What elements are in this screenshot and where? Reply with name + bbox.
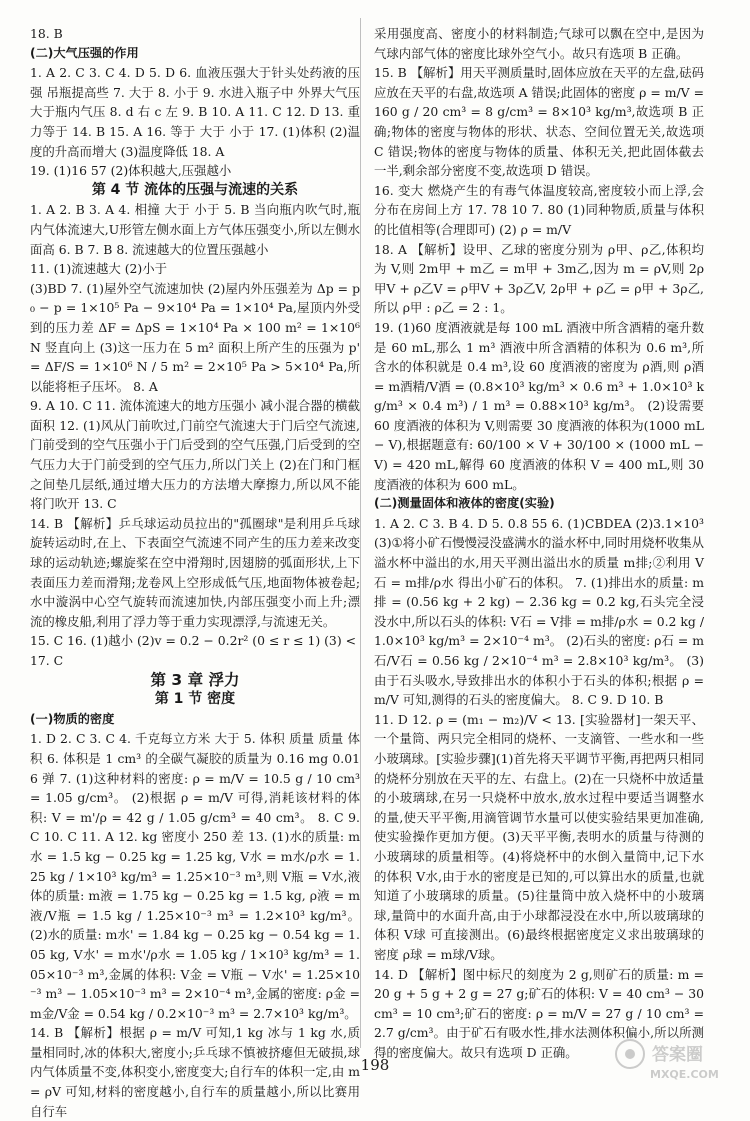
answer-paragraph: 11. (1)流速越大 (2)小于 (30, 261, 168, 277)
watermark-url: MXQE.COM (650, 1068, 719, 1081)
answer-paragraph: 15. B 【解析】用天平测质量时,固体应放在天平的左盘,砝码应放在天平的右盘,故选项 A 错误;此固体的密度 ρ = m/V = 160 g / 20 cm³ = 8 g/cm³ = 8×10³ kg/m³,故选项 B 正确;物体的密度与物体的形状、状态、空间位置无关,故选项 C 错误;物体的密度与物体的质量、体积无关,把此固体截去一半,剩余部分密度不变,故选项 D 错误。 (374, 65, 704, 179)
answer-paragraph: 9. A 10. C 11. 流体流速大的地方压强小 减小混合器的横截面积 12. (1)风从门前吹过,门前空气流速大于门后空气流速,门前受到的空气压强小于门后受到的空气压强,门后受到的空气压力大于门前受到的空气压力,所以门关上 (2)在门和门框之间垫几层纸,通过增大压力的方法增大摩擦力,所以风不能将门吹开 13. C (30, 398, 360, 512)
section-title: 第 4 节 流体的压强与流速的关系 (91, 181, 299, 198)
answer-paragraph: 16. 变大 燃烧产生的有毒气体温度较高,密度较小而上浮,会分布在房间上方 17. 78 10 7. 80 (1)同种物质,质量与体积的比值相等(合理即可) (2) ρ = m/V (374, 182, 704, 237)
answer-paragraph: 11. D 12. ρ = (m₁ − m₂)/V < 13. [实验器材]一架天平、一个量筒、两只完全相同的烧杯、一支滴管、一些水和一些小玻璃球。[实验步骤](1)首先将天平调节平衡,再把两只相同的烧杯分别放在天平的左、右盘上。(2)在一只烧杯中放适量的小玻璃球,在另一只烧杯中放水,放水过程中要适当调整水的量,使天平平衡,用滴管调节水量可以使实验结果更加准确,使实验操作更加方便。(3)天平平衡,表明水的质量与待测的小玻璃球的质量相等。(4)将烧杯中的水倒入量筒中,记下水的体积 V水,由于水的密度是已知的,可以算出水的质量,也就知道了小玻璃球的质量。(5)往量筒中放入烧杯中的小玻璃球,量筒中的水面升高,由于小球都浸没在水中,所以玻璃球的体积 V球 可直接测出。(6)最终根据密度定义求出玻璃球的密度 ρ球 = m球/V球。 (374, 711, 704, 962)
answer-paragraph: 15. C 16. (1)越小 (2)v = 0.2 − 0.2r² (0 ≤ r ≤ 1) (3) < (30, 633, 356, 649)
answer-line: 19. (1)16 57 (2)体积越大,压强越小 (30, 163, 232, 179)
watermark-logo-icon (612, 1036, 738, 1082)
section-title: 第 1 节 密度 (154, 691, 236, 708)
answer-paragraph: 18. A 【解析】设甲、乙球的密度分别为 ρ甲、ρ乙,体积均为 V,则 2m甲 + m乙 = m甲 + 3m乙,因为 m = ρV,则 2ρ甲V + ρ乙V = ρ甲V + 3ρ乙V, 2ρ甲 + ρ乙 = ρ甲 + 3ρ乙,所以 ρ甲 : ρ乙 = 2 : 1。 (374, 241, 704, 316)
right-column (374, 24, 704, 1062)
chapter-title: 第 3 章 浮力 (150, 670, 240, 689)
section-heading: (二)大气压强的作用 (30, 45, 139, 60)
answer-paragraph: (3)BD 7. (1)屋外空气流速加快 (2)屋内外压强差为 Δp = p₀ − p = 1×10⁵ Pa − 9×10⁴ Pa = 1×10⁴ Pa,屋顶内外受到的压力差 ΔF = ΔpS = 1×10⁴ Pa × 100 m² = 1×10⁶ N 竖直向上 (3)这一压力在 5 m² 面积上所产生的压强为 p' = ΔF/S = 1×10⁶ N / 5 m² = 2×10⁵ Pa > 5×10⁴ Pa,所以能将柜子压坏。 8. A (30, 280, 360, 394)
answer-paragraph: 14. B 【解析】乒乓球运动员拉出的"孤圈球"是利用乒乓球旋转运动时,在上、下表面空气流速不同产生的压力差来改变球的运动轨迹;螺旋桨在空中滑翔时,因翅膀的弧面形状,上下表面压力差而滑翔;龙卷风上空形成低气压,地面物体被卷起;水中漩涡中心空气旋转而流速加快,内部压强变小而上升;漂流的橡皮船,利用了浮力等于重力实现漂浮,与流速无关。 (30, 515, 360, 629)
answer-paragraph: 14. D 【解析】图中标尺的刻度为 2 g,则矿石的质量: m = 20 g + 5 g + 2 g = 27 g;矿石的体积: V = 40 cm³ − 30 cm³ = 10 cm³;矿石的密度: ρ = m/V = 27 g / 10 cm³ = 2.7 g/cm³。由于矿石有吸水性,排水法测体积偏小,所以所测得的密度偏大。故只有选项 D 正确。 (374, 966, 704, 1060)
subsection-heading: (二)测量固体和液体的密度(实验) (374, 496, 555, 511)
answer-paragraph: 1. D 2. C 3. C 4. 千克每立方米 大于 5. 体积 质量 质量 体积 6. 体积是 1 cm³ 的全碳气凝胶的质量为 0.16 mg 0.016 弹 7. (1)这种材料的密度: ρ = m/V = 10.5 g / 10 cm³ = 1.05 g/cm³。 (2)根据 ρ = m/V 可得,消耗该材料的体积: V = m'/ρ = 42 g / 1.05 g/cm³ = 40 cm³。 8. C 9. C 10. C 11. A 12. kg 密度小 250 差 13. (1)水的质量: m水 = 1.5 kg − 0.25 kg = 1.25 kg, V水 = m水/ρ水 = 1.25 kg / 1×10³ kg/m³ = 1.25×10⁻³ m³,则 V瓶 = V水,液体的质量: m液 = 1.75 kg − 0.25 kg = 1.5 kg, ρ液 = m液/V瓶 = 1.5 kg / 1.25×10⁻³ m³ = 1.2×10³ kg/m³。 (2)水的质量: m水' = 1.84 kg − 0.25 kg − 0.54 kg = 1.05 kg, V水' = m水'/ρ水 = 1.05 kg / 1×10³ kg/m³ = 1.05×10⁻³ m³,金属的体积: V金 = V瓶 − V水' = 1.25×10⁻³ m³ − 1.05×10⁻³ m³ = 2×10⁻⁴ m³,金属的密度: ρ金 = m金/V金 = 0.54 kg / 0.2×10⁻³ m³ = 2.7×10³ kg/m³。 (30, 731, 360, 1021)
answer-line: 18. B (30, 26, 63, 41)
column-divider (360, 18, 361, 1048)
answer-paragraph: 1. A 2. B 3. A 4. 相撞 大于 小于 5. B 当向瓶内吹气时,瓶内气体流速大,U形管左侧水面上方气体压强变小,所以左侧水面高 6. B 7. B 8. 流速越大的位置压强越小 (30, 202, 360, 257)
watermark-logo (612, 1036, 738, 1082)
answer-paragraph: 14. B 【解析】根据 ρ = m/V 可知,1 kg 冰与 1 kg 水,质量相同时,冰的体积大,密度小;乒乓球不慎被挤瘪但无破损,球内气体质量不变,体积变小,密度变大;自行车的体积一定,由 m = ρV 可知,材料的密度越小,自行车的质量越小,所以比赛用自行车 (30, 1025, 360, 1119)
watermark-text: 答案圈 (652, 1045, 703, 1065)
answer-paragraph: 17. C (30, 653, 64, 668)
page-number: 198 (360, 1056, 390, 1074)
answer-paragraph: 1. A 2. C 3. B 4. D 5. 0.8 55 6. (1)CBDEA (2)3.1×10³ (3)①将小矿石慢慢浸没盛满水的溢水杯中,同时用烧杯收集从溢水杯中溢出的水,用天平测出溢出水的质量 m排;②利用 V石 = m排/ρ水 得出小矿石的体积。 7. (1)排出水的质量: m排 = (0.56 kg + 2 kg) − 2.36 kg = 0.2 kg,石头完全浸没水中,所以石头的体积: V石 = V排 = m排/ρ水 = 0.2 kg / 1.0×10³ kg/m³ = 2×10⁻⁴ m³。 (2)石头的密度: ρ石 = m石/V石 = 0.56 kg / 2×10⁻⁴ m³ = 2.8×10³ kg/m³。 (3)由于石头吸水,导致排出水的体积小于石头的体积;根据 ρ = m/V 可知,测得的石头的密度偏大。 8. C 9. D 10. B (374, 515, 704, 708)
answer-paragraph: 19. (1)60 度酒液就是每 100 mL 酒液中所含酒精的毫升数是 60 mL,那么 1 m³ 酒液中所含酒精的体积为 0.6 m³,所含水的体积就是 0.4 m³,设 60 度酒液的密度为 ρ酒,则 ρ酒 = m酒精/V酒 = (0.8×10³ kg/m³ × 0.6 m³ + 1.0×10³ kg/m³ × 0.4 m³) / 1 m³ = 0.88×10³ kg/m³。 (2)设需要 60 度酒液的体积为 V,则需要 30 度酒液的体积为(1000 mL − V),根据题意有: 60/100 × V + 30/100 × (1000 mL − V) = 420 mL,解得 60 度酒液的体积 V = 400 mL,则 30 度酒液的体积为 600 mL。 (374, 319, 704, 492)
left-column (30, 24, 360, 1121)
answer-paragraph: 采用强度高、密度小的材料制造;气球可以飘在空中,是因为气球内部气体的密度比球外空气小。故只有选项 B 正确。 (374, 26, 704, 61)
answer-paragraph: 1. A 2. C 3. C 4. D 5. D 6. 血液压强大于针头处药液的压强 吊瓶提高些 7. 大于 8. 小于 9. 水进入瓶子中 外界大气压大于瓶内气压 8. d 右 c 左 9. B 10. A 11. C 12. D 13. 重力等于 14. B 15. A 16. 等于 大于 小于 17. (1)体积 (2)温度的升高而增大 (3)温度降低 18. A (30, 65, 360, 159)
subsection-heading: (一)物质的密度 (30, 711, 115, 726)
